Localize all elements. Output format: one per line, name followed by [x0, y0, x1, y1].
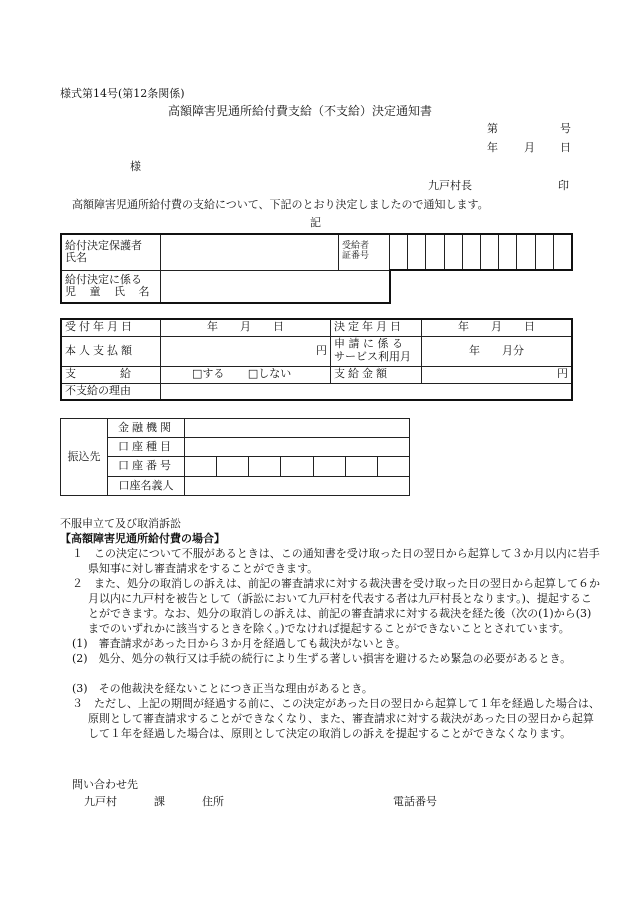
note-paragraph-2: ２ また、処分の取消しの訴えは、前記の審査請求に対する裁決書を受け取った日の翌日から起算して６か月以内に九戸村を被告として（訴訟において九戸村を代表する者は九戸村長となります。)、提起することができます。なお、処分の取消しの訴えは、前記の審査請求に対する裁決を経た後（次の(1)から(3)までのいずれかに該当するときを除く。)でなければ提起することができないこととされています。 [72, 577, 600, 635]
transfer-table [60, 418, 410, 496]
payment-table [60, 318, 573, 401]
account-number-label: 口座番号 [108, 457, 185, 477]
guardian-name-label: 給付決定保護者 氏名 [61, 234, 161, 270]
account-holder-field[interactable] [185, 477, 410, 496]
self-pay-label: 本人支払額 [61, 336, 161, 366]
self-pay-field[interactable]: 円 [161, 336, 331, 366]
addressee-suffix: 様 [130, 160, 141, 173]
receipt-date-field[interactable]: 年 月 日 [161, 319, 331, 336]
account-holder-label: 口座名義人 [108, 477, 185, 496]
date-year: 年 [487, 141, 498, 154]
cert-number-label: 受給者 証番号 [339, 234, 390, 270]
decision-date-field[interactable]: 年 月 日 [422, 319, 573, 336]
amount-label: 支給金額 [331, 366, 422, 383]
child-name-label: 給付決定に係る 児 童 氏 名 [61, 270, 161, 303]
contact-label: 問い合わせ先 [72, 778, 138, 791]
contact-section: 課 [154, 795, 165, 808]
contact-address: 住所 [202, 795, 224, 808]
ki-mark: 記 [310, 216, 321, 229]
notes-subheading: 【高額障害児通所給付費の場合】 [60, 532, 225, 545]
note-item-1: (1) 審査請求があった日から３か月を経過しても裁決がないとき。 [72, 637, 407, 650]
account-type-field[interactable] [185, 438, 410, 457]
document-title: 高額障害児通所給付費支給（不支給）決定通知書 [168, 104, 433, 118]
notes-heading: 不服申立て及び取消訴訟 [60, 517, 181, 530]
child-name-field[interactable] [161, 270, 390, 303]
bank-label: 金融機関 [108, 419, 185, 438]
service-month-label: 申 請 に 係 る サービス利用月 [331, 336, 422, 366]
form-number: 様式第14号(第12条関係) [60, 87, 185, 100]
option-no-checkbox[interactable]: □しない [247, 367, 292, 381]
number-prefix: 第 [487, 122, 498, 135]
date-month: 月 [524, 141, 535, 154]
contact-phone: 電話番号 [393, 795, 437, 808]
decision-date-label: 決定年月日 [331, 319, 422, 336]
seal-mark: 印 [558, 179, 569, 192]
receipt-date-label: 受付年月日 [61, 319, 161, 336]
note-item-3: (3) その他裁決を経ないことにつき正当な理由があるとき。 [72, 682, 373, 695]
guardian-table [60, 233, 573, 304]
date-day: 日 [560, 141, 571, 154]
bank-field[interactable] [185, 419, 410, 438]
number-suffix: 号 [560, 122, 571, 135]
payment-options [161, 366, 331, 383]
service-month-field[interactable]: 年 月分 [422, 336, 573, 366]
intro-text: 高額障害児通所給付費の支給について、下記のとおり決定しましたので通知します。 [72, 198, 489, 211]
issuer: 九戸村長 [428, 179, 472, 192]
reason-field[interactable] [161, 383, 573, 400]
note-paragraph-1: １ この決定について不服があるときは、この通知書を受け取った日の翌日から起算して３か月以内に岩手県知事に対し審査請求をすることができます。 [72, 547, 600, 575]
reason-label: 不支給の理由 [61, 383, 161, 400]
payment-label: 支 給 [61, 366, 161, 383]
account-type-label: 口座種目 [108, 438, 185, 457]
guardian-name-field[interactable] [161, 234, 339, 270]
transfer-label: 振込先 [61, 419, 108, 496]
account-number-field[interactable] [185, 457, 410, 477]
note-item-2: (2) 処分、処分の執行又は手続の続行により生ずる著しい損害を避けるため緊急の必要があるとき。 [72, 652, 572, 665]
note-paragraph-3: ３ ただし、上記の期間が経過する前に、この決定があった日の翌日から起算して１年を経過した場合は、原則として審査請求することができなくなり、また、審査請求に対する裁決があった日の翌日から起算して１年を経過した場合は、原則として決定の取消しの訴えを提起することができなくなります。 [72, 697, 600, 740]
contact-village: 九戸村 [84, 795, 117, 808]
amount-field[interactable]: 円 [422, 366, 573, 383]
option-yes-checkbox[interactable]: □する [192, 367, 225, 381]
cert-number-field[interactable] [390, 234, 573, 270]
